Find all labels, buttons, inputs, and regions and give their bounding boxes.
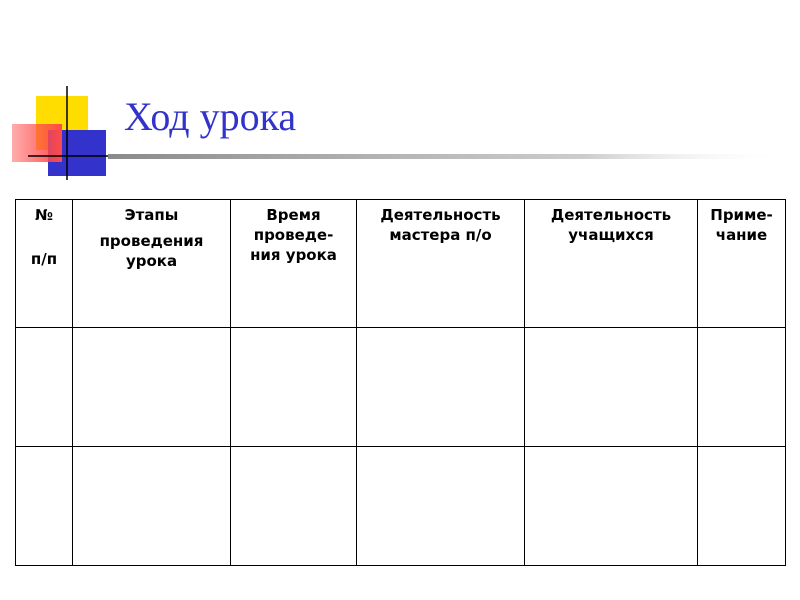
- table-cell[interactable]: [73, 447, 231, 566]
- table-cell[interactable]: [525, 328, 698, 447]
- table-cell[interactable]: [16, 328, 73, 447]
- table-cell[interactable]: [231, 328, 357, 447]
- table-cell[interactable]: [231, 447, 357, 566]
- header-students-activity: Деятельность учащихся: [525, 200, 698, 328]
- table-cell[interactable]: [16, 447, 73, 566]
- header-time: Время проведе- ния урока: [231, 200, 357, 328]
- header-number: № п/п: [16, 200, 73, 328]
- title-underline: [108, 154, 788, 159]
- header-master-activity: Деятельность мастера п/о: [357, 200, 525, 328]
- table-cell[interactable]: [357, 328, 525, 447]
- table-cell[interactable]: [73, 328, 231, 447]
- header-notes: Приме- чание: [698, 200, 786, 328]
- table-cell[interactable]: [698, 447, 786, 566]
- table-cell[interactable]: [525, 447, 698, 566]
- header-stages: Этапы проведения урока: [73, 200, 231, 328]
- table-row: [16, 328, 786, 447]
- table-row: [16, 447, 786, 566]
- lesson-plan-table: [15, 199, 786, 566]
- table-cell[interactable]: [698, 328, 786, 447]
- table-header-row: [16, 200, 786, 328]
- table-cell[interactable]: [357, 447, 525, 566]
- title-decoration: [0, 0, 800, 200]
- slide-title: Ход урока: [124, 94, 297, 139]
